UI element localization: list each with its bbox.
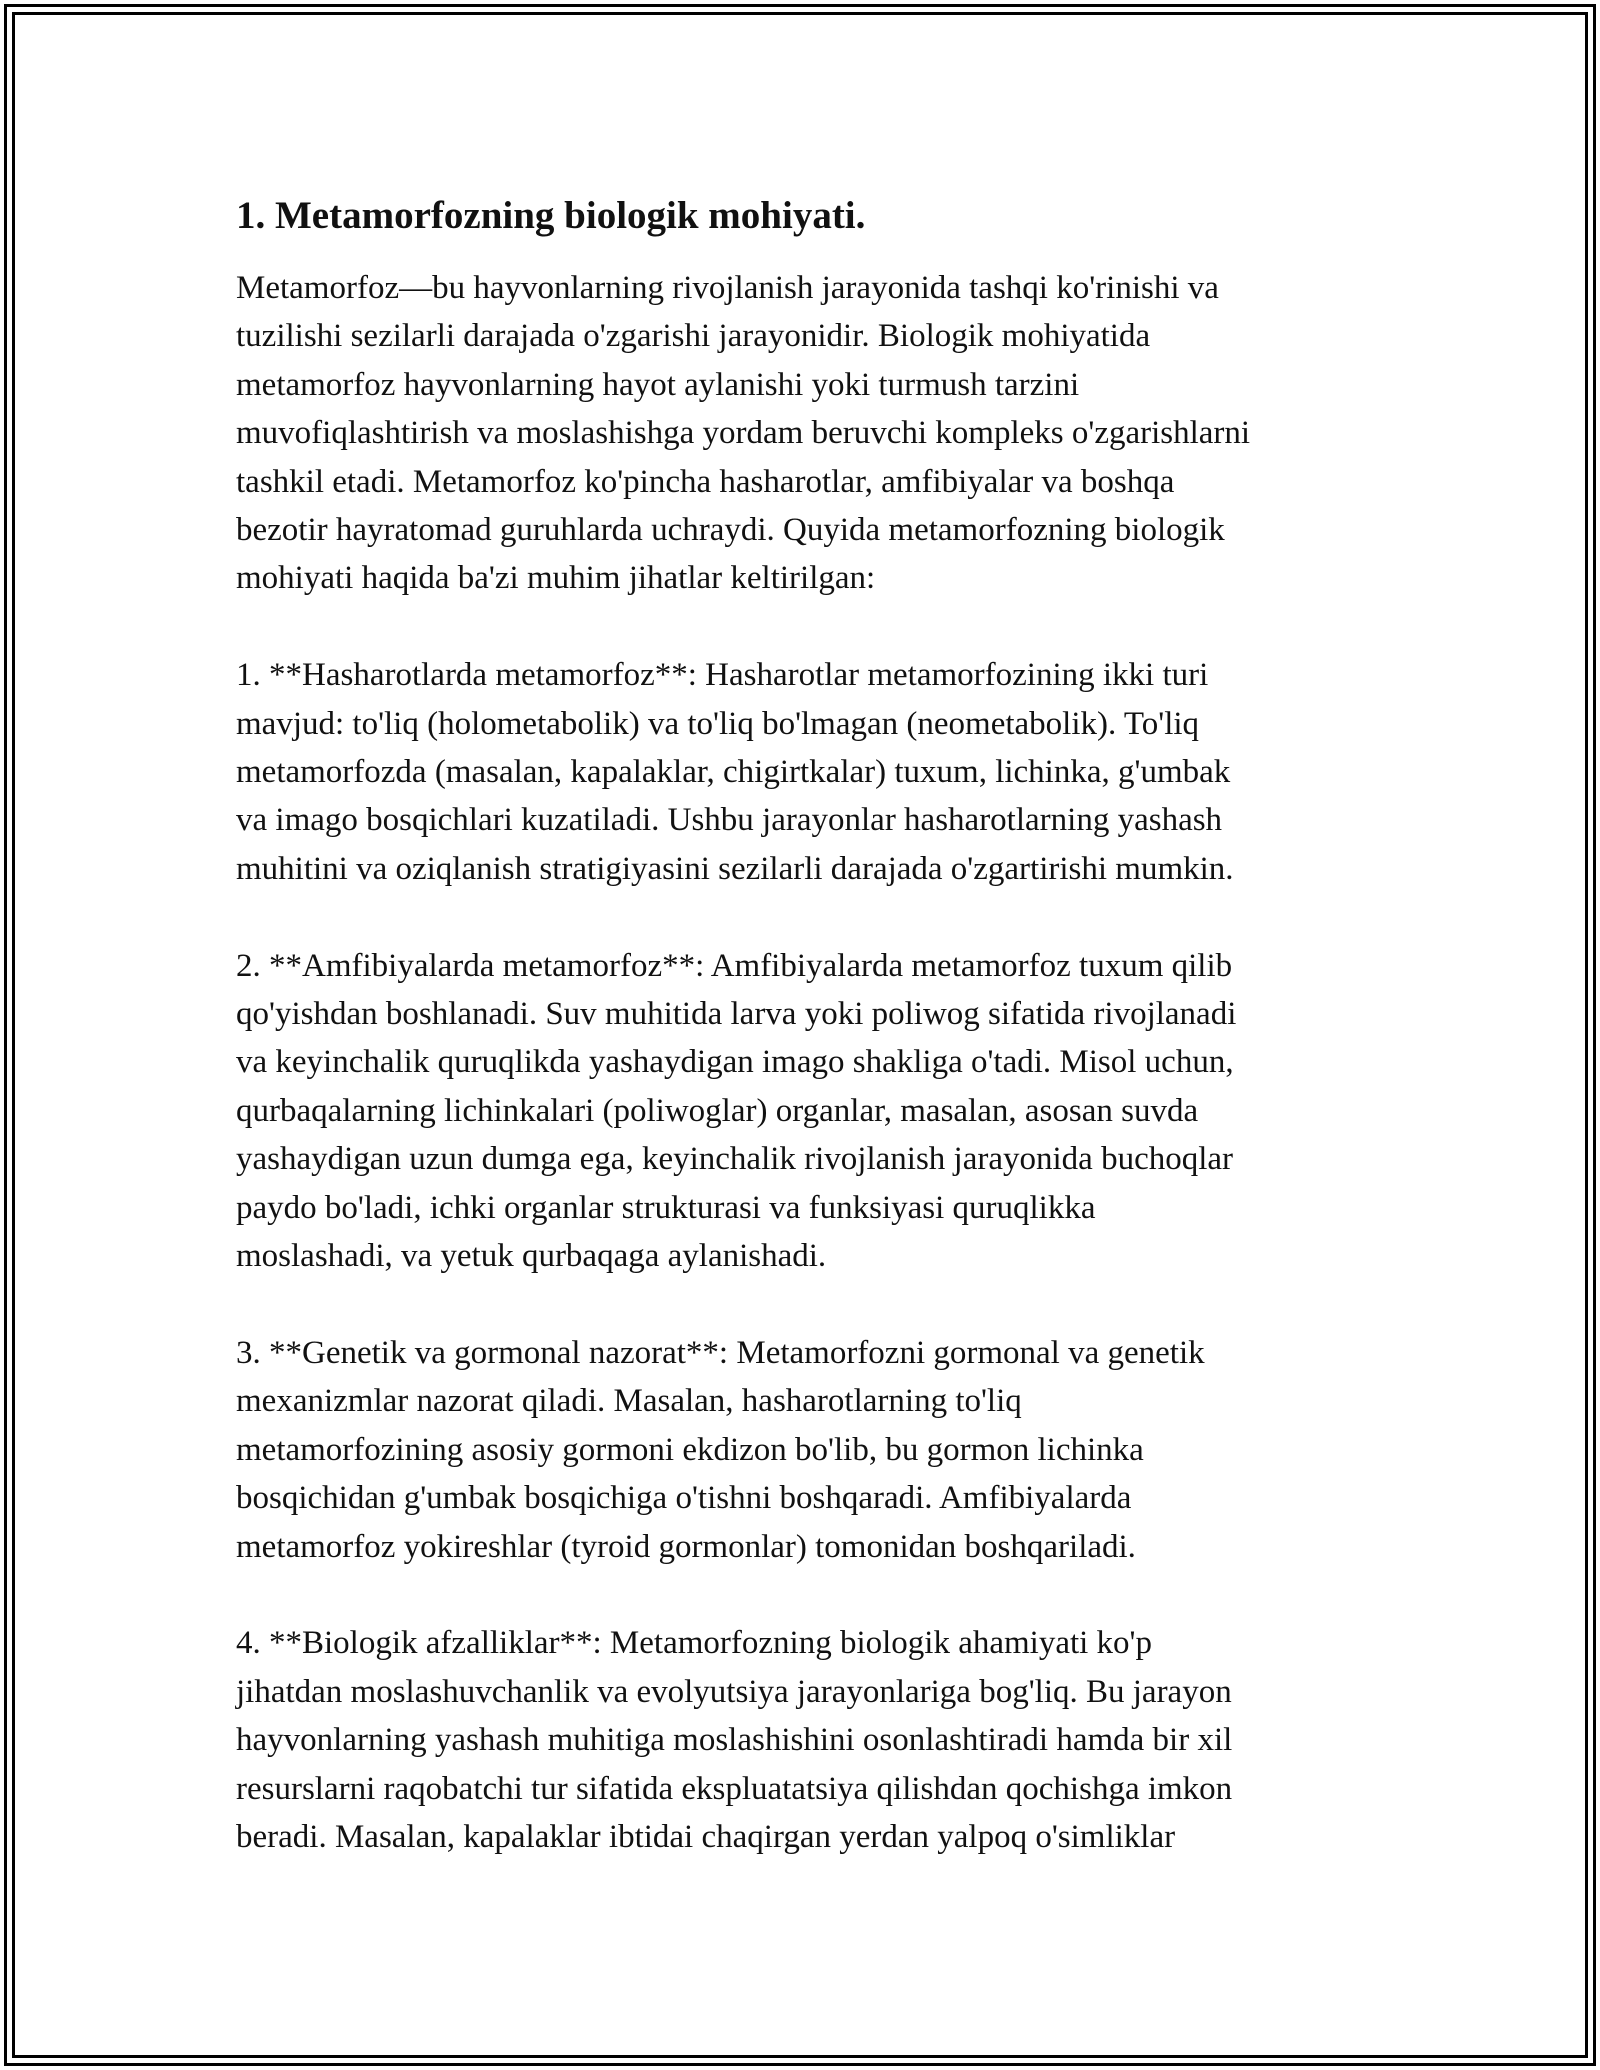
document-heading: 1. Metamorfozning biologik mohiyati. [236, 194, 866, 237]
intro-paragraph: Metamorfoz—bu hayvonlarning rivojlanish jarayonida tashqi ko'rinishi va tuzilishi sezilarli darajada o'zgarishi jarayonidir. Biologik mohiyatida metamorfoz hayvonlarning hayot aylanishi yoki turmush tarzini muvofiqlashtirish va moslashishga yordam beruvchi kompleks o'zgarishlarni tashkil etadi. Metamorfoz ko'pincha hasharotlar, amfibiyalar va boshqa bezotir hayratomad guruhlarda uchraydi. Quyida metamorfozning biologik mohiyati haqida ba'zi muhim jihatlar keltirilgan: [236, 270, 1251, 597]
point-4-paragraph: 4. **Biologik afzalliklar**: Metamorfozning biologik ahamiyati ko'p jihatdan moslashuvchanlik va evolyutsiya jarayonlariga bog'liq. Bu jarayon hayvonlarning yashash muhitiga moslashishini osonlashtiradi hamda bir xil resurslarni raqobatchi tur sifatida ekspluatatsiya qilishdan qochishga imkon beradi. Masalan, kapalaklar ibtidai chaqirgan yerdan yalpoq o'simliklar [236, 1625, 1233, 1855]
point-2-paragraph: 2. **Amfibiyalarda metamorfoz**: Amfibiyalarda metamorfoz tuxum qilib qo'yishdan boshlanadi. Suv muhitida larva yoki poliwog sifatida rivojlanadi va keyinchalik quruqlikda yashaydigan imago shakliga o'tadi. Misol uchun, qurbaqalarning lichinkalari (poliwoglar) organlar, masalan, asosan suvda yashaydigan uzun dumga ega, keyinchalik rivojlanish jarayonida buchoqlar paydo bo'ladi, ichki organlar strukturasi va funksiyasi quruqlikka moslashadi, va yetuk qurbaqaga aylanishadi. [236, 947, 1237, 1275]
point-3-paragraph: 3. **Genetik va gormonal nazorat**: Metamorfozni gormonal va genetik mexanizmlar nazorat qiladi. Masalan, hasharotlarning to'liq metamorfozining asosiy gormoni ekdizon bo'lib, bu gormon lichinka bosqichidan g'umbak bosqichiga o'tishni boshqaradi. Amfibiyalarda metamorfoz yokireshlar (tyroid gormonlar) tomonidan boshqariladi. [236, 1334, 1205, 1565]
point-1-paragraph: 1. **Hasharotlarda metamorfoz**: Hasharotlar metamorfozining ikki turi mavjud: to'liq (holometabolik) va to'liq bo'lmagan (neometabolik). To'liq metamorfozda (masalan, kapalaklar, chigirtkalar) tuxum, lichinka, g'umbak va imago bosqichlari kuzatiladi. Ushbu jarayonlar hasharotlarning yashash muhitini va oziqlanish stratigiyasini sezilarli darajada o'zgartirishi mumkin. [236, 657, 1234, 887]
document-body [236, 190, 1386, 1861]
